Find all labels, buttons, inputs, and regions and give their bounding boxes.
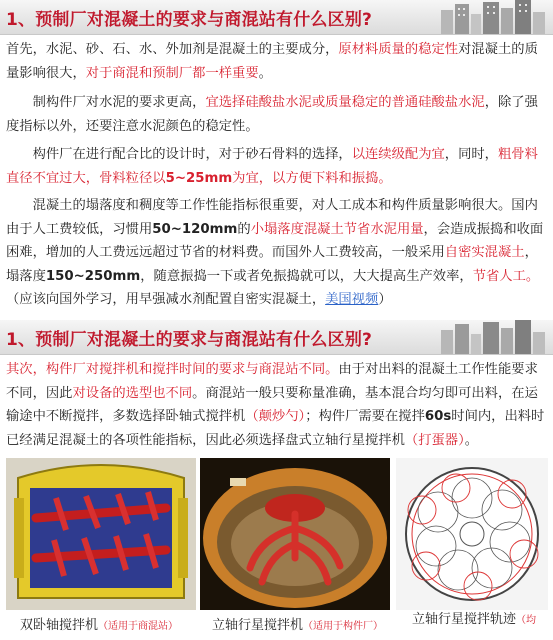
text-run: 时间内，出料时已经满足混凝土的各项性能指标，因此必须选择盘式立轴行星搅拌机: [6, 409, 545, 448]
text-run: 的: [237, 221, 251, 237]
section1-paragraph-3: [6, 143, 546, 190]
text-run: ，会造成振捣和收面困难，增加的人工费远远超过节省的材料费。而国外人工费较高，一般采用: [6, 221, 544, 260]
text-run: 。: [258, 65, 272, 81]
text-run: ；构件厂需要在搅拌: [305, 409, 425, 424]
text-run: 对设备的选型也不同: [72, 385, 193, 401]
caption-main: 立轴行星搅拌机: [212, 618, 304, 633]
caption-main: 立轴行星搅拌轨迹: [412, 612, 517, 627]
section1-banner: [0, 0, 553, 35]
section2-banner: [0, 320, 553, 355]
text-run: 以连续级配为宜: [351, 147, 445, 162]
text-run: （颠炒勺）: [245, 409, 306, 424]
text-run: 150~250mm: [45, 268, 141, 284]
text-run: 首先，水泥、砂、石、水、外加剂是混凝土的主要成分，: [6, 42, 339, 57]
twin-shaft-mixer-image: [6, 458, 196, 610]
section1-paragraph-4: [6, 194, 546, 312]
text-run: 制构件厂对水泥的要求更高，: [32, 95, 206, 110]
section2-paragraph-1: [6, 358, 546, 452]
text-run: （打蛋器）: [404, 432, 465, 448]
text-run: ）: [378, 292, 392, 307]
text-run: 构件厂在进行配合比的设计时，对于砂石骨料的选择，: [32, 147, 352, 162]
text-run: 50~120mm: [152, 221, 238, 237]
text-run: 混凝土的塌落度和稠度等工作性能指标很重要，对人工成本和构件质量影响很大。国内由于人工费较低，习惯用: [6, 198, 538, 237]
text-run: ，除了强度指标以外，还要注意水泥颜色的稳定性。: [6, 95, 538, 134]
section2-title: 1、预制厂对混凝土的要求与商混站有什么区别?: [6, 330, 373, 350]
text-run: 原材料质量的稳定性: [338, 42, 459, 57]
text-run: 粗骨料直径不宜过大，骨料粒径以: [6, 147, 538, 186]
text-run: 宜选择硅酸盐水泥或质量稳定的普通硅酸盐水泥: [205, 95, 485, 110]
caption-main: 双卧轴搅拌机: [20, 618, 99, 633]
text-run: ，随意振捣一下或者免振捣就可以，大大提高生产效率，: [140, 268, 473, 284]
text-run: 为宜，以方便下料和振捣。: [232, 170, 392, 186]
text-run: 。商混站一般只要称量准确，基本混合均匀即可出料，在运输途中不断搅拌，多数选择卧轴式搅拌机: [6, 385, 538, 424]
text-run: 由于对出料的混凝土工作性能要求不同，因此: [6, 362, 538, 401]
caption-planetary-mixer: [212, 614, 383, 633]
text-run: ，同时，: [444, 147, 498, 162]
text-run: 自密实混凝土: [444, 245, 525, 260]
text-run: 节省人工。: [472, 268, 540, 284]
city-skyline-graphic: [433, 320, 553, 354]
text-run: 小塌落度混凝土节省水泥用量: [250, 221, 424, 237]
city-skyline-graphic: [433, 0, 553, 34]
text-run: 60s: [424, 409, 452, 424]
section1-paragraph-1: [6, 38, 546, 85]
caption-planetary-trajectory: [412, 608, 536, 627]
text-run: （应该向国外学习，用早强减水剂配置自密实混凝土，: [6, 292, 326, 307]
caption-twin-shaft-mixer: [20, 614, 178, 633]
text-run: ，塌落度: [6, 245, 538, 284]
text-run: 其次，构件厂对搅拌机和搅拌时间的要求与商混站不同。: [6, 362, 339, 377]
section1-title: 1、预制厂对混凝土的要求与商混站有什么区别?: [6, 10, 373, 30]
caption-note: （适用于商混站）: [98, 621, 179, 632]
text-run: 对混凝土的质量影响很大，: [6, 42, 538, 81]
planetary-mixer-image: [200, 458, 390, 610]
video-link[interactable]: 美国视频: [325, 292, 379, 307]
text-run: 。: [464, 432, 479, 448]
caption-note: （均: [516, 615, 537, 626]
text-run: 5~25mm: [165, 170, 233, 186]
caption-note: （适用于构件厂）: [303, 621, 384, 632]
section1-paragraph-2: [6, 91, 546, 138]
planetary-trajectory-diagram: [396, 458, 548, 610]
text-run: 对于商混和预制厂都一样重要: [85, 65, 259, 81]
